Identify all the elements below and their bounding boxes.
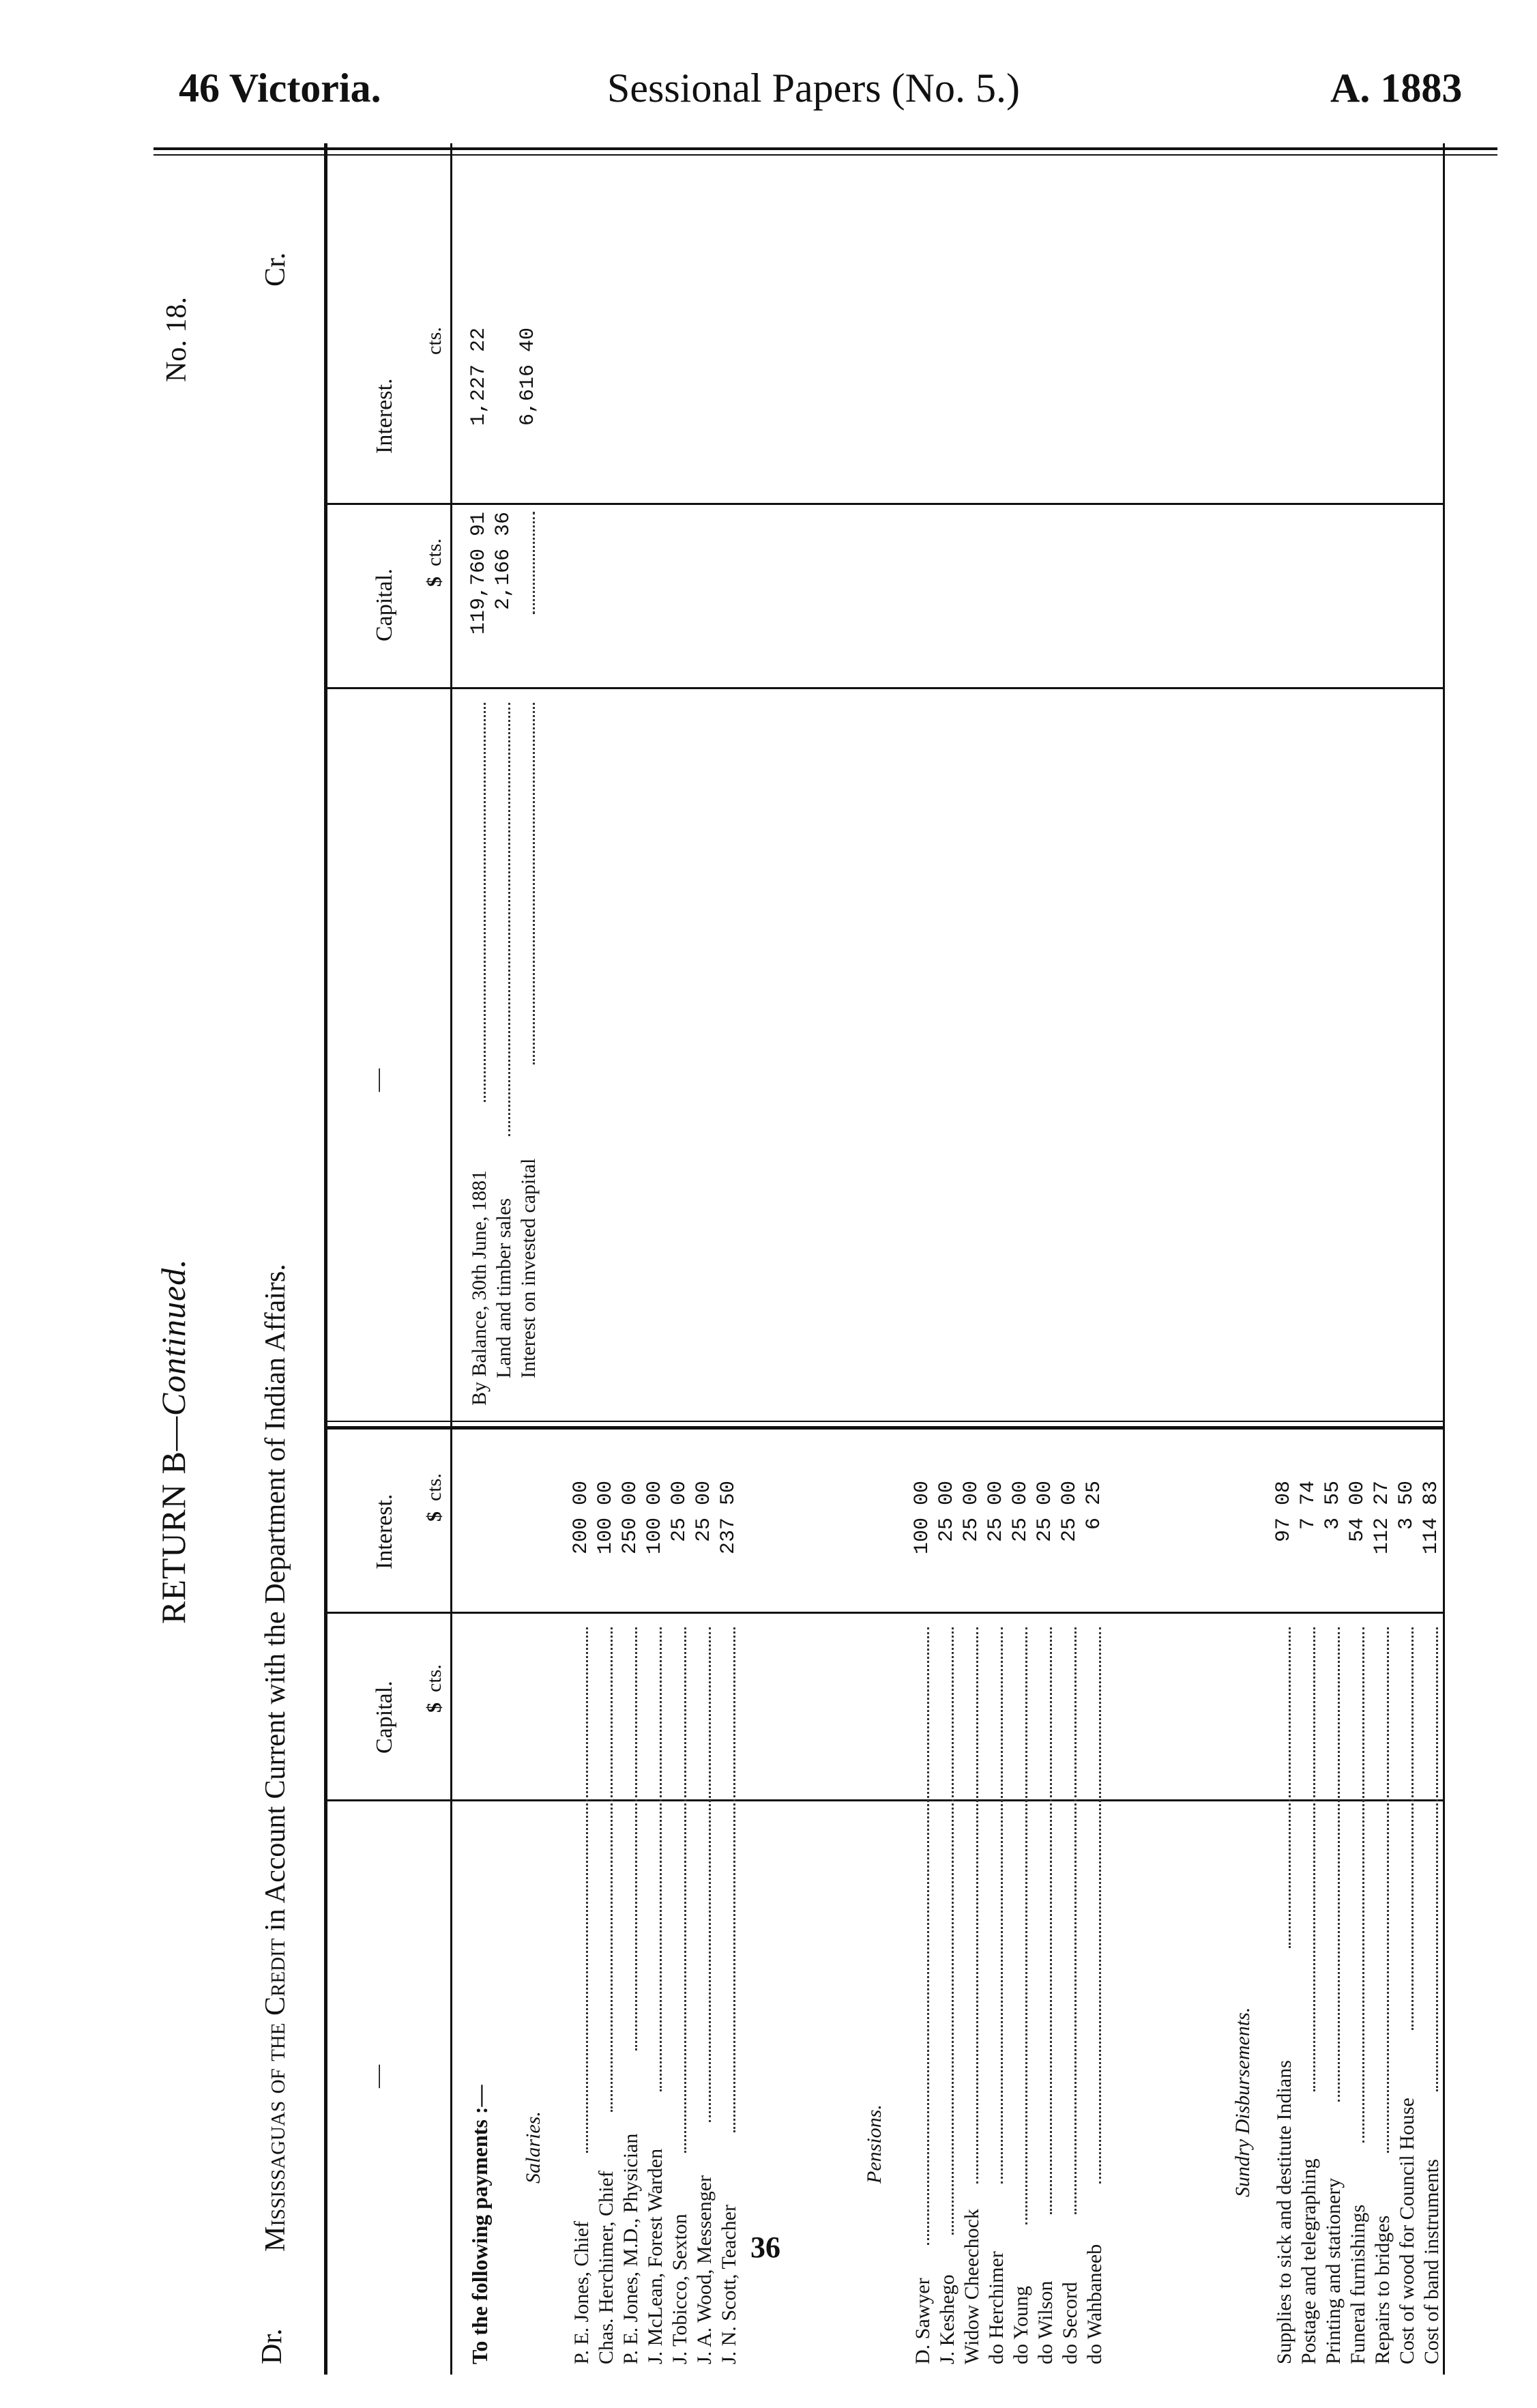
ledger-row-name: Cost of band instruments — [1420, 2159, 1443, 2364]
ledger-row-name: Chas. Herchimer, Chief — [595, 2171, 617, 2364]
header-left: 46 Victoria. — [179, 66, 381, 111]
ledger-row-name: Printing and stationery — [1322, 2177, 1345, 2364]
ledger-row-name: D. Sawyer — [911, 2278, 934, 2364]
leader-dots — [1387, 1627, 1389, 2153]
leader-dots — [1289, 1627, 1291, 1948]
ledger-row-interest: 100 00 — [594, 1481, 617, 1555]
leader-dots — [1001, 1627, 1003, 2184]
running-header — [0, 0, 1537, 136]
credit-particulars-head: — — [365, 1069, 390, 1092]
leader-dots — [533, 512, 535, 614]
ledger-row-name: J. N. Scott, Teacher — [718, 2205, 740, 2364]
credit-row-capital: 119,760 91 — [467, 512, 491, 635]
debit-label: Dr. — [257, 2328, 288, 2364]
leader-dots — [684, 1627, 686, 2153]
ledger-row-interest: 25 00 — [935, 1481, 958, 1543]
ledger-row-name: do Herchimer — [985, 2251, 1008, 2364]
ledger-row-name: P. E. Jones, Chief — [570, 2221, 593, 2364]
credit-row-name: Land and timber sales — [493, 1198, 515, 1378]
ledger-row-interest: 25 00 — [984, 1481, 1008, 1543]
debit-capital-units: $ cts. — [423, 1664, 445, 1713]
ledger-row-name: Repairs to bridges — [1371, 2215, 1394, 2364]
ledger-row-interest: 6 25 — [1083, 1481, 1106, 1531]
ledger-row-name: Supplies to sick and destitute Indians — [1273, 2060, 1296, 2364]
page-number: 36 — [750, 2231, 780, 2264]
leader-dots — [508, 703, 510, 1136]
leader-dots — [611, 1627, 613, 2112]
table-top-rule — [324, 143, 327, 2375]
table-bottom-rule — [1443, 143, 1445, 2375]
leader-dots — [1099, 1627, 1101, 2184]
ledger-row-interest: 7 74 — [1297, 1481, 1320, 1531]
ledger-row-name: J. Tobicco, Sexton — [669, 2214, 691, 2364]
leader-dots — [1025, 1627, 1027, 2224]
ledger-row-interest: 3 50 — [1395, 1481, 1418, 1531]
ledger-row-name: do Secord — [1059, 2282, 1081, 2364]
return-title: RETURN B—Continued. — [154, 1258, 192, 1624]
credit-row-capital: 2,166 36 — [492, 512, 515, 611]
header-right: A. 1883 — [1330, 66, 1463, 111]
ledger-row-interest: 114 83 — [1420, 1481, 1443, 1555]
ledger-row-name: do Wahbaneeb — [1083, 2244, 1106, 2364]
ledger-row-interest: 54 00 — [1346, 1481, 1369, 1543]
leader-dots — [709, 1627, 711, 2122]
col-sep-double — [325, 1426, 1444, 1430]
pensions-heading: Pensions. — [863, 2104, 885, 2184]
ledger-row-interest: 200 00 — [570, 1481, 593, 1555]
leader-dots — [660, 1627, 662, 2091]
leader-dots — [976, 1627, 978, 2184]
account-subtitle: Mississaguas of the Credit in Account Current with the Department of Indian Affairs. — [260, 1264, 291, 2252]
ledger-row-name: Cost of wood for Council House — [1396, 2098, 1418, 2364]
ledger-row-interest: 25 00 — [692, 1481, 716, 1543]
credit-row-name: Interest on invested capital — [517, 1158, 540, 1378]
debit-lead: To the following payments :— — [467, 2085, 492, 2364]
leader-dots — [1436, 1627, 1438, 2091]
credit-row-interest: 1,227 22 — [467, 328, 491, 426]
document-number: No. 18. — [161, 297, 192, 382]
leader-dots — [1313, 1627, 1315, 2091]
credit-row-name: By Balance, 30th June, 1881 — [468, 1170, 491, 1406]
col-sep — [325, 503, 1444, 505]
ledger-row-interest: 237 50 — [717, 1481, 740, 1555]
header-center: Sessional Papers (No. 5.) — [607, 66, 1020, 111]
ledger-row-name: do Young — [1010, 2285, 1032, 2364]
ledger-row-interest: 25 00 — [1034, 1481, 1057, 1543]
ledger-row-interest: 100 00 — [643, 1481, 667, 1555]
credit-row-interest: 6,616 40 — [516, 328, 540, 426]
leader-dots — [533, 703, 535, 1064]
ledger-row-name: Widow Cheechock — [961, 2209, 983, 2364]
ledger-row-interest: 25 00 — [1058, 1481, 1081, 1543]
ledger-row-interest: 25 00 — [1009, 1481, 1032, 1543]
ledger-row-interest: 100 00 — [911, 1481, 934, 1555]
leader-dots — [1050, 1627, 1052, 2214]
ledger-row-interest: 25 00 — [668, 1481, 691, 1543]
ledger-row-interest: 250 00 — [619, 1481, 642, 1555]
leader-dots — [927, 1627, 929, 2245]
leader-dots — [1411, 1627, 1414, 2030]
ledger-row-interest: 25 00 — [960, 1481, 983, 1543]
salaries-heading: Salaries. — [522, 2111, 544, 2184]
debit-capital-head: Capital. — [372, 1681, 397, 1754]
ledger-row-name: Funeral furnishings — [1347, 2204, 1369, 2364]
sundry-heading: Sundry Disbursements. — [1231, 2007, 1254, 2197]
credit-label: Cr. — [260, 252, 291, 287]
col-sep — [325, 687, 1444, 689]
ledger-row-name: P. E. Jones, M.D., Physician — [619, 2133, 642, 2364]
credit-capital-head: Capital. — [372, 568, 397, 641]
account-ledger — [147, 136, 1463, 2388]
leader-dots — [733, 1627, 735, 2132]
ledger-row-name: J. McLean, Forest Warden — [644, 2148, 667, 2364]
credit-capital-units: $ cts. — [423, 538, 445, 587]
credit-interest-head: Interest. — [372, 378, 397, 454]
ledger-row-name: Postage and telegraphing — [1298, 2158, 1320, 2364]
ledger-row-name: J. A. Wood, Messenger — [693, 2175, 716, 2364]
leader-dots — [1362, 1627, 1364, 2143]
ledger-row-name: do Wilson — [1034, 2280, 1057, 2364]
ledger-row-interest: 112 27 — [1371, 1481, 1394, 1555]
col-sep — [325, 1799, 1444, 1801]
ledger-row-interest: 97 08 — [1272, 1481, 1296, 1543]
leader-dots — [1338, 1627, 1340, 2102]
debit-interest-units: $ cts. — [423, 1473, 445, 1522]
ledger-row-interest: 3 55 — [1321, 1481, 1345, 1531]
header-bottom-rule — [450, 143, 452, 2375]
ledger-row-name: J. Keshego — [936, 2274, 958, 2364]
debit-particulars-head: — — [365, 2065, 390, 2088]
col-sep — [325, 1612, 1444, 1614]
leader-dots — [635, 1627, 637, 2050]
leader-dots — [484, 703, 486, 1102]
leader-dots — [586, 1627, 588, 2153]
credit-interest-units: cts. — [423, 327, 445, 355]
leader-dots — [952, 1627, 954, 2235]
debit-interest-head: Interest. — [372, 1494, 397, 1569]
leader-dots — [1074, 1627, 1077, 2214]
col-sep — [325, 1421, 1444, 1422]
